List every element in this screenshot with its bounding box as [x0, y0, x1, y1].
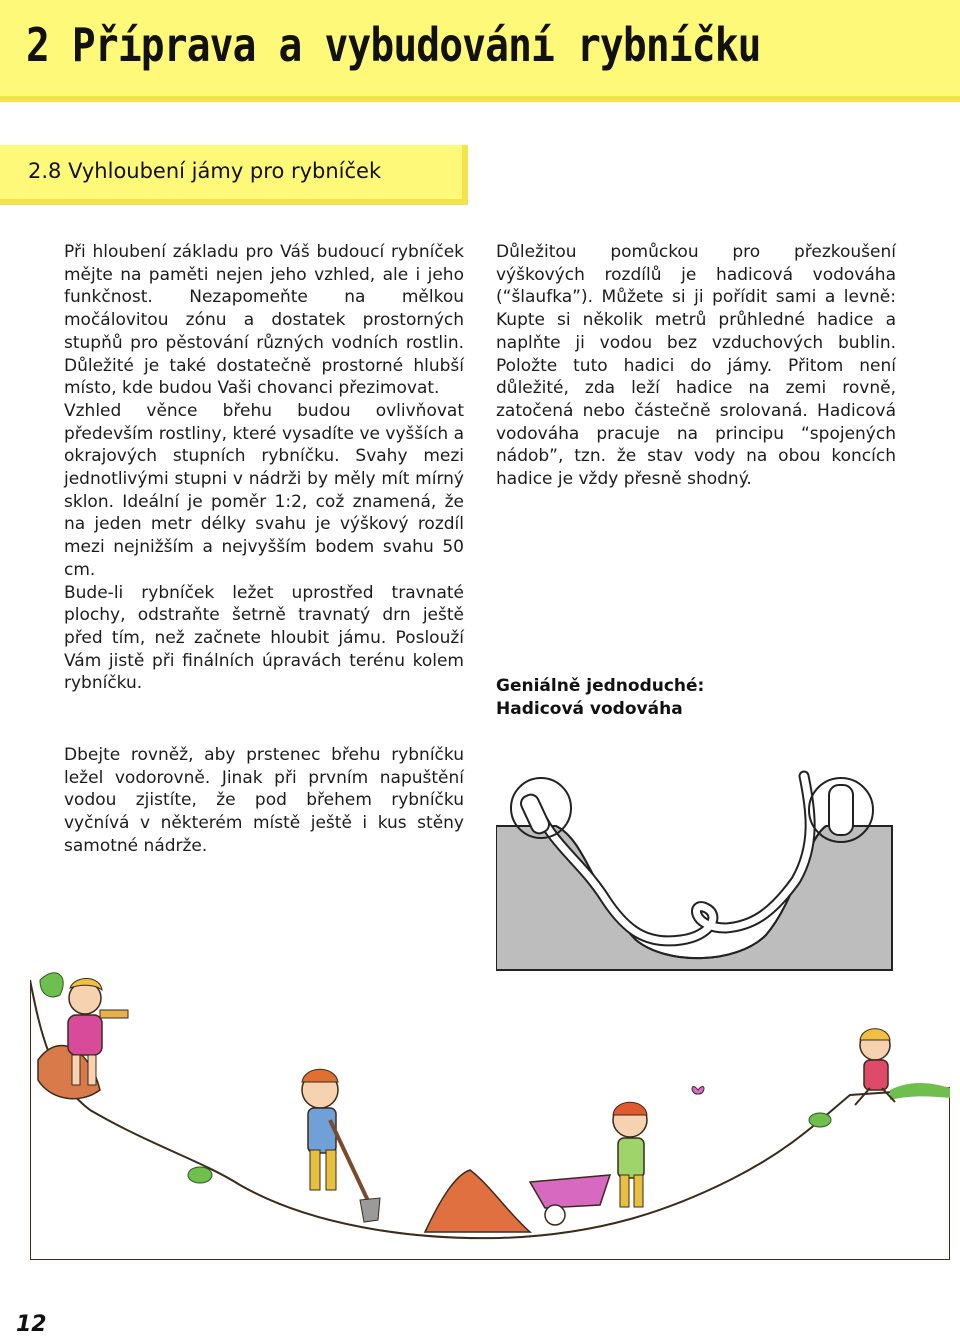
chapter-header-bar	[0, 0, 960, 102]
body-paragraph: Důležitou pomůckou pro přezkoušení výškových rozdílů je hadicová vodováha (“šlaufka”). Můžete si ji pořídit sami a levně: Kupte si několik metrů průhledné hadice a naplňte ji vodou bez vzduchových bublin. Položte tuto hadici do jámy. Přitom není důležité, zda leží hadice na zemi rovně, zatočená nebo částečně srolovaná. Hadicová vodováha pracuje na principu “spojených nádob”, tzn. že stav vody na obou koncích hadice je vždy přesně shodný.	[496, 242, 896, 490]
soil-heap-center	[425, 1170, 530, 1232]
butterfly-icon	[692, 1087, 704, 1095]
hose-end-right	[829, 785, 853, 835]
caption-line-2: Hadicová vodováha	[496, 699, 683, 719]
chapter-title: 2 Příprava a vybudování rybníčku	[26, 18, 761, 72]
section-title: 2.8 Vyhloubení jámy pro rybníček	[28, 159, 382, 183]
girl-with-tray-figure	[68, 978, 128, 1085]
body-paragraph: Dbejte rovněž, aby prstenec břehu rybníčku ležel vodorovně. Jinak při prvním napuštění vodou zjistíte, že pod břehem rybníčku vyčnívá v některém místě ještě i kus stěny samotné nádrže.	[64, 745, 464, 856]
left-column-closing	[64, 744, 464, 858]
water-level-hose-diagram	[496, 750, 896, 974]
pond-digging-illustration	[30, 970, 950, 1260]
right-column	[496, 241, 896, 491]
grass-patch-left	[40, 973, 63, 997]
boy-with-shovel-figure	[302, 1069, 380, 1222]
figure-caption	[496, 675, 796, 721]
frog-icon	[188, 1113, 831, 1183]
page-number: 12	[16, 1312, 47, 1337]
body-paragraph: Vzhled věnce břehu budou ovlivňovat především rostliny, které vysadíte ve vyšších a okrajových stupních rybníčku. Svahy mezi jednotlivými stupni v nádrži by měly mít mírný sklon. Ideální je poměr 1:2, což znamená, že na jeden metr délky svahu je výškový rozdíl mezi nejnižším a nejvyšším bodem svahu 50 cm.	[64, 400, 464, 580]
caption-line-1: Geniálně jednoduché:	[496, 676, 705, 696]
body-paragraph: Bude-li rybníček ležet uprostřed travnaté plochy, odstraňte šetrně travnatý drn ještě před tím, než začnete hloubit jámu. Poslouží Vám jistě při finálních úpravách terénu kolem rybníčku.	[64, 582, 464, 694]
ground-cross-section	[496, 826, 892, 970]
child-with-wheelbarrow-figure	[530, 1102, 647, 1225]
body-paragraph: Při hloubení základu pro Váš budoucí rybníček mějte na paměti nejen jeho vzhled, ale i jeho funkčnost. Nezapomeňte na mělkou močálovitou zónu a dostatek prostorných stupňů pro pěstování různých vodních rostlin. Důležité je také dostatečně prostorné hlubší místo, kde budou Vaši chovanci přezimovat.	[64, 242, 464, 399]
left-column	[64, 241, 464, 695]
section-header-bar	[0, 145, 468, 205]
